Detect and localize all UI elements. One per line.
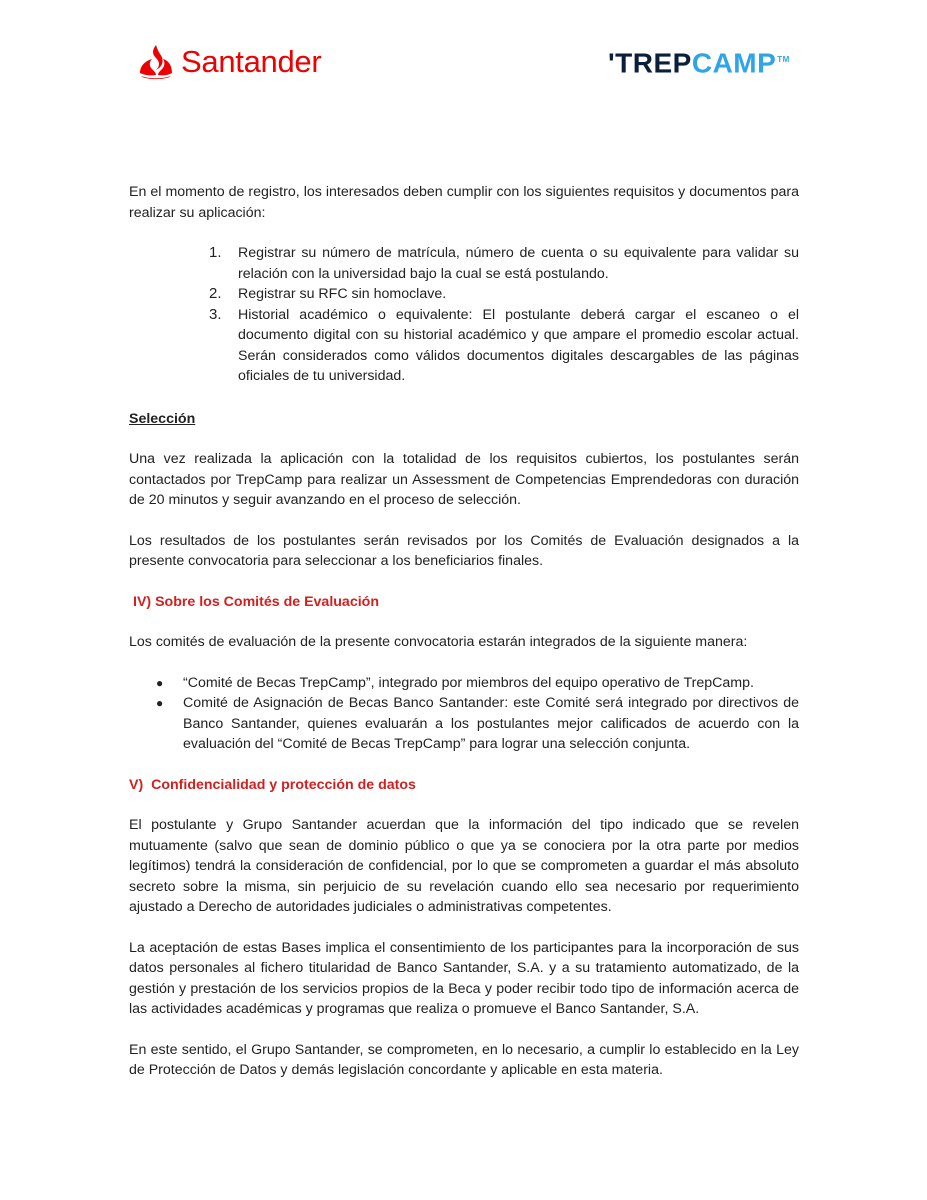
trepcamp-logo — [608, 44, 790, 79]
page-header — [0, 0, 927, 110]
trepcamp-logo-trep: 'TREP — [608, 47, 692, 79]
requirement-text: Registrar su número de matrícula, número de cuenta o su equivalente para validar su relación con la universidad bajo la cual se está postulando. — [238, 245, 799, 282]
confidencialidad-paragraph-3: En este sentido, el Grupo Santander, se comprometen, en lo necesario, a cumplir lo establecido en la Ley de Protección de Datos y demás legislación concordante y aplicable en esta materia. — [129, 1041, 799, 1078]
seleccion-paragraph-1: Una vez realizada la aplicación con la totalidad de los requisitos cubiertos, los postulantes serán contactados por TrepCamp para realizar un Assessment de Competencias Emprendedoras con duración de 20 minutos y seguir avanzando en el proceso de selección. — [129, 451, 799, 508]
comite-text: “Comité de Becas TrepCamp”, integrado por miembros del equipo operativo de TrepCamp. — [183, 674, 754, 691]
confidencialidad-heading: V) Confidencialidad y protección de datos — [129, 776, 416, 793]
requirements-list — [129, 243, 799, 387]
santander-logo — [137, 42, 321, 82]
bullet-icon: ● — [156, 696, 164, 710]
requirement-item — [129, 243, 799, 284]
comite-item — [129, 673, 799, 694]
confidencialidad-paragraph-2: La aceptación de estas Bases implica el consentimiento de los participantes para la incorporación de sus datos personales al fichero titularidad de Banco Santander, S.A. y a su tratamiento automatizado, de la gestión y prestación de los servicios propios de la Beca y poder recibir todo tipo de información acerca de las actividades académicas y programas que realiza o promueve el Banco Santander, S.A. — [129, 939, 799, 1017]
requirement-text: Registrar su RFC sin homoclave. — [238, 286, 447, 302]
list-number: 1. — [209, 244, 222, 261]
requirement-item — [129, 305, 799, 387]
trademark-mark: TM — [777, 55, 790, 64]
comites-heading: IV) Sobre los Comités de Evaluación — [133, 593, 379, 610]
document-body — [129, 182, 799, 1081]
seleccion-paragraph-2: Los resultados de los postulantes serán revisados por los Comités de Evaluación designados a la presente convocatoria para seleccionar a los beneficiarios finales. — [129, 532, 799, 569]
list-number: 3. — [209, 305, 222, 323]
comite-text: Comité de Asignación de Becas Banco Santander: este Comité será integrado por directivos de Banco Santander, quienes evaluarán a los postulantes mejor calificados de acuerdo con la evaluación del “Comité de Becas TrepCamp” para lograr una selección conjunta. — [183, 695, 799, 752]
santander-flame-icon — [137, 43, 175, 81]
list-number: 2. — [209, 285, 222, 302]
trepcamp-logo-camp: CAMP — [691, 47, 777, 79]
requirement-text: Historial académico o equivalente: El postulante deberá cargar el escaneo o el documento digital con su historial académico y que ampare el promedio escolar actual. Serán considerados como válidos documentos digitales descargables de las páginas oficiales de tu universidad. — [238, 306, 799, 384]
requirement-item — [129, 284, 799, 305]
santander-wordmark: Santander — [181, 44, 322, 79]
confidencialidad-paragraph-1: El postulante y Grupo Santander acuerdan que la información del tipo indicado que se revelen mutuamente (salvo que sean de dominio público o que ya se conociera por la otra parte por medios legítimos) tendrá la consideración de confidencial, por lo que se comprometen a guardar el más absoluto secreto sobre la misma, sin perjuicio de su revelación cuando ello sea necesario por requerimiento ajustado a Derecho de autoridades judiciales o administrativas competentes. — [129, 817, 799, 915]
intro-paragraph: En el momento de registro, los interesados deben cumplir con los siguientes requisitos y documentos para realizar su aplicación: — [129, 184, 799, 221]
bullet-icon: ● — [156, 675, 164, 690]
comites-intro: Los comités de evaluación de la presente convocatoria estarán integrados de la siguiente manera: — [129, 634, 748, 650]
comite-item — [129, 693, 799, 755]
seleccion-heading: Selección — [129, 410, 196, 427]
comites-list — [129, 673, 799, 755]
